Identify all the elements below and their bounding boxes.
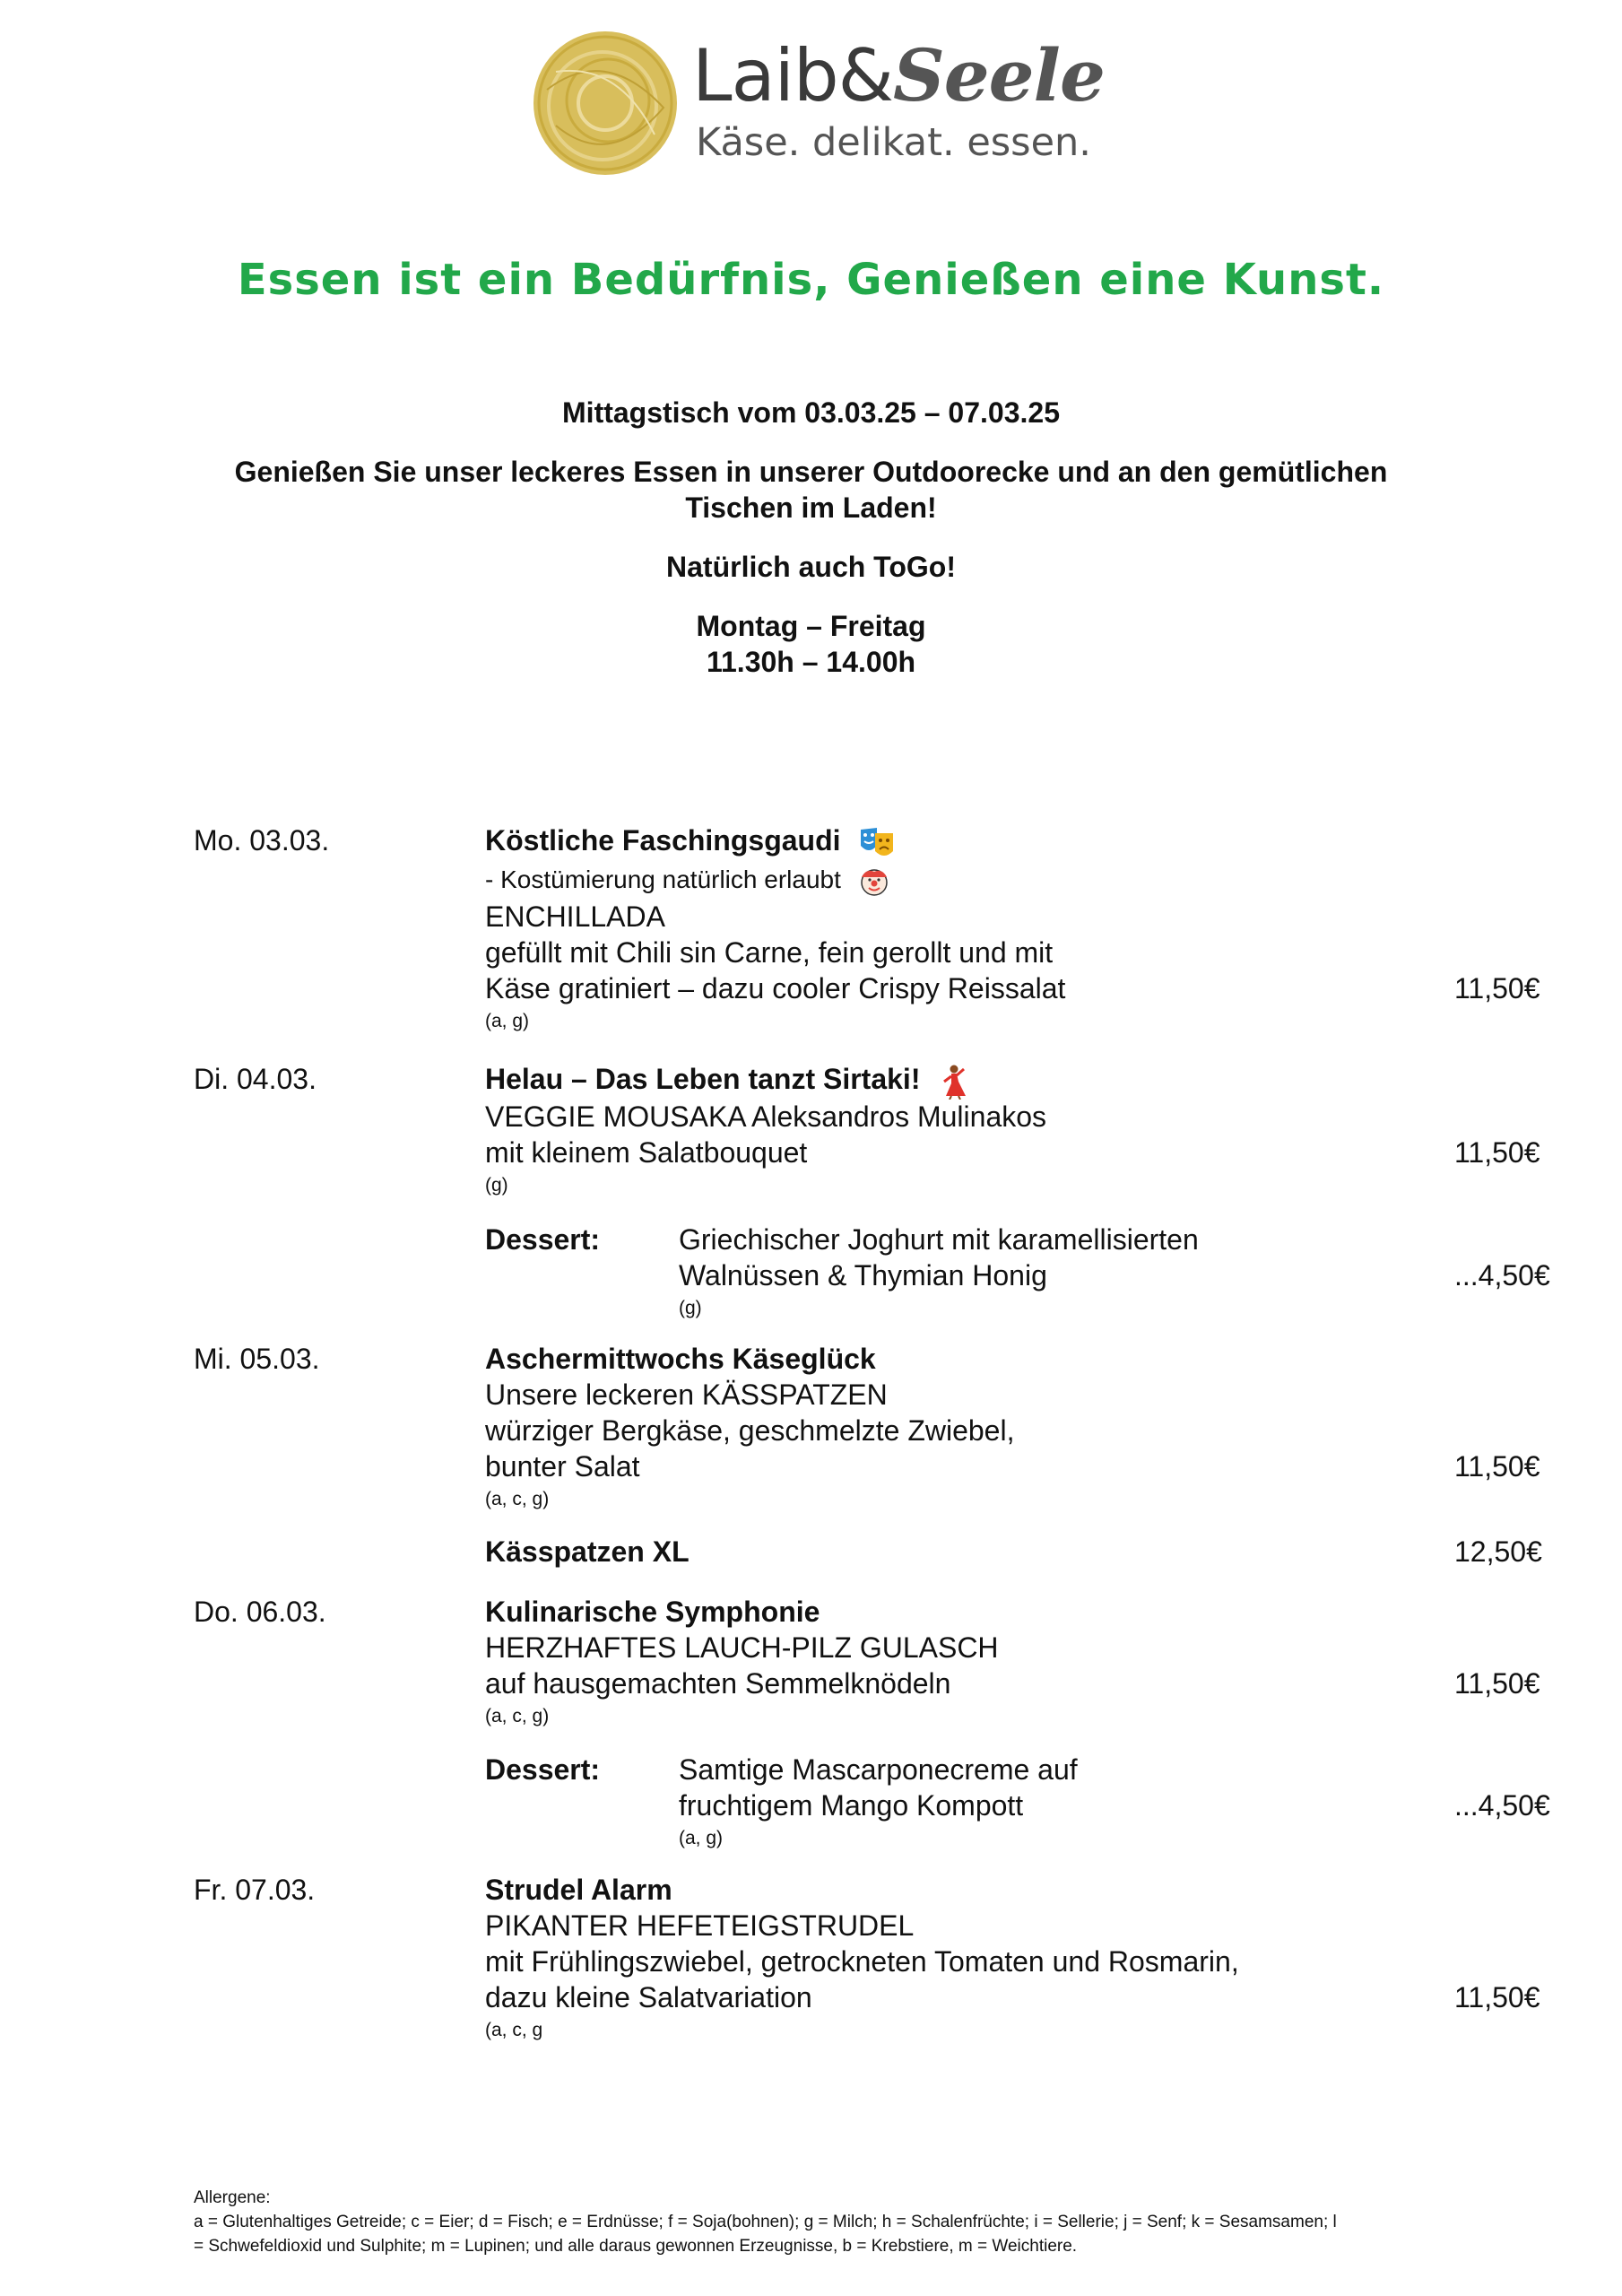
logo-wordmark: Laib&Seele [692, 33, 1105, 117]
allergens-mon: (a, g) [485, 1011, 530, 1031]
allergens-tue: (g) [485, 1175, 508, 1196]
day-date-tue: Di. 04.03. [194, 1063, 317, 1095]
price-thu: 11,50€ [1454, 1667, 1540, 1700]
clown-face-icon [859, 866, 889, 897]
theater-masks-icon [859, 826, 895, 860]
allergen-legend-heading: Allergene: [194, 2188, 271, 2207]
logo-tagline: Käse. delikat. essen. [696, 120, 1091, 165]
intro-line-1: Genießen Sie unser leckeres Essen in unserer Outdoorecke und an den gemütlichen [234, 456, 1388, 488]
dish-line-fri-3: dazu kleine Salatvariation [485, 1981, 812, 2013]
dish-title-wed: Aschermittwochs Käseglück [485, 1343, 876, 1375]
dancer-icon [939, 1064, 967, 1100]
dish-line-thu-2: auf hausgemachten Semmelknödeln [485, 1667, 951, 1700]
opening-days: Montag – Freitag [696, 610, 926, 642]
dish-line-fri-1: PIKANTER HEFETEIGSTRUDEL [485, 1909, 915, 1942]
allergen-legend-line-2: = Schwefeldioxid und Sulphite; m = Lupinen; und alle daraus gewonnen Erzeugnisse, b = Krebstiere, m = Weichtiere. [194, 2237, 1078, 2256]
price-fri: 11,50€ [1454, 1981, 1540, 2013]
allergens-thu: (a, c, g) [485, 1706, 550, 1726]
dish-line-mon-1: ENCHILLADA [485, 900, 665, 933]
dessert-label-thu: Dessert: [485, 1753, 601, 1786]
dish-note-mon: - Kostümierung natürlich erlaubt [485, 862, 889, 898]
dessert-price-thu: ...4,50€ [1454, 1789, 1550, 1822]
dish-line-tue-2: mit kleinem Salatbouquet [485, 1136, 808, 1169]
day-date-mon: Mo. 03.03. [194, 824, 330, 857]
price-wed-xl: 12,50€ [1454, 1535, 1542, 1568]
logo [529, 27, 1103, 179]
dessert-label-tue: Dessert: [485, 1223, 601, 1256]
price-wed: 11,50€ [1454, 1450, 1540, 1483]
dish-line-tue-1: VEGGIE MOUSAKA Aleksandros Mulinakos [485, 1100, 1047, 1133]
dessert-line-tue-2: Walnüssen & Thymian Honig [679, 1259, 1047, 1292]
intro-line-2: Tischen im Laden! [685, 491, 937, 524]
dessert-line-thu-2: fruchtigem Mango Kompott [679, 1789, 1024, 1822]
dessert-line-tue-1: Griechischer Joghurt mit karamellisierten [679, 1223, 1199, 1256]
dish-line-fri-2: mit Frühlingszwiebel, getrockneten Tomaten und Rosmarin, [485, 1945, 1239, 1978]
dish-title-tue: Helau – Das Leben tanzt Sirtaki! [485, 1061, 967, 1100]
dish-title-wed-xl: Kässpatzen XL [485, 1535, 690, 1568]
dish-line-thu-1: HERZHAFTES LAUCH-PILZ GULASCH [485, 1631, 999, 1664]
dish-title-mon: Köstliche Faschingsgaudi [485, 822, 895, 860]
dish-line-mon-2: gefüllt mit Chili sin Carne, fein gerollt und mit [485, 936, 1054, 969]
dish-line-wed-2: würziger Bergkäse, geschmelzte Zwiebel, [485, 1414, 1015, 1447]
price-tue: 11,50€ [1454, 1136, 1540, 1169]
dessert-allergens-tue: (g) [679, 1298, 702, 1318]
dish-title-fri: Strudel Alarm [485, 1874, 672, 1906]
allergens-wed: (a, c, g) [485, 1489, 550, 1509]
logo-scribble-circle-icon [529, 27, 681, 179]
dish-line-mon-3: Käse gratiniert – dazu cooler Crispy Reissalat [485, 972, 1066, 1004]
allergen-legend-line-1: a = Glutenhaltiges Getreide; c = Eier; d = Fisch; e = Erdnüsse; f = Soja(bohnen); g = Milch; h = Schalenfrüchte; i = Sellerie; j = Senf; k = Sesamsamen; l [194, 2213, 1337, 2231]
menu-period: Mittagstisch vom 03.03.25 – 07.03.25 [562, 396, 1060, 429]
opening-hours: 11.30h – 14.00h [706, 646, 916, 678]
dessert-allergens-thu: (a, g) [679, 1828, 724, 1848]
day-date-fri: Fr. 07.03. [194, 1874, 316, 1906]
motto-heading: Essen ist ein Bedürfnis, Genießen eine Kunst. [237, 255, 1385, 305]
dessert-line-thu-1: Samtige Mascarponecreme auf [679, 1753, 1078, 1786]
dish-line-wed-3: bunter Salat [485, 1450, 640, 1483]
price-mon: 11,50€ [1454, 972, 1540, 1004]
dish-title-thu: Kulinarische Symphonie [485, 1596, 820, 1628]
day-date-wed: Mi. 05.03. [194, 1343, 320, 1375]
dessert-price-tue: ...4,50€ [1454, 1259, 1550, 1292]
dish-line-wed-1: Unsere leckeren KÄSSPATZEN [485, 1378, 888, 1411]
allergens-fri: (a, c, g [485, 2020, 543, 2040]
day-date-thu: Do. 06.03. [194, 1596, 326, 1628]
togo-note: Natürlich auch ToGo! [666, 551, 956, 583]
